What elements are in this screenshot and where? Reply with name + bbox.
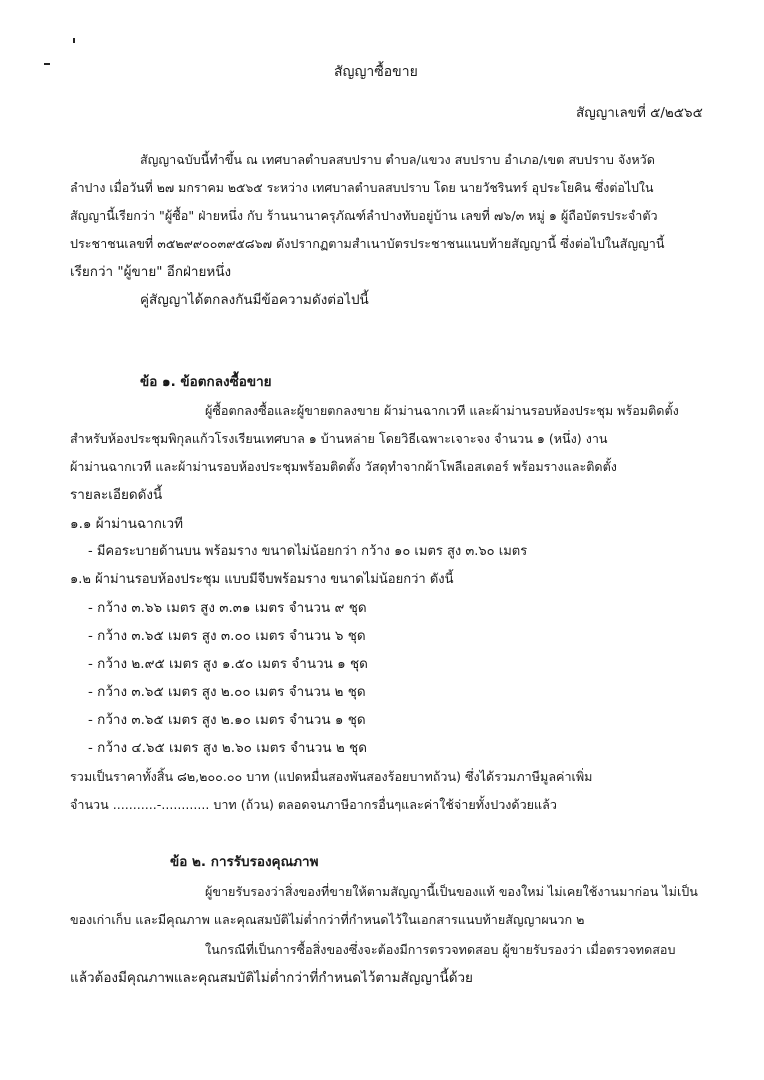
size-line-5: - กว้าง ๓.๖๕ เมตร สูง ๒.๑๐ เมตร จำนวน ๑ ชุด [88, 712, 366, 728]
intro-line-5: เรียกว่า "ผู้ขาย" อีกฝ่ายหนึ่ง [70, 264, 232, 280]
vat-line: จำนวน ...........-............ บาท (ถ้วน) ตลอดจนภาษีอากรอื่นๆและค่าใช้จ่ายทั้งปวงด้วยแล้ว [70, 797, 557, 812]
size-line-6: - กว้าง ๔.๖๕ เมตร สูง ๒.๖๐ เมตร จำนวน ๒ ชุด [88, 740, 367, 756]
clause-1-line-1: ผู้ซื้อตกลงซื้อและผู้ขายตกลงขาย ผ้าม่านฉากเวที และผ้าม่านรอบห้องประชุม พร้อมติดตั้ง [205, 403, 679, 418]
clause-1-line-2: สำหรับห้องประชุมพิกุลแก้วโรงเรียนเทศบาล ๑ บ้านหล่าย โดยวิธีเฉพาะเจาะจง จำนวน ๑ (หนึ่ง) งาน [70, 431, 608, 446]
clause-1-line-3: ผ้าม่านฉากเวที และผ้าม่านรอบห้องประชุมพร้อมติดตั้ง วัสดุทำจากผ้าโพลีเอสเตอร์ พร้อมรางและติดตั้ง [70, 459, 617, 474]
clause-2-heading: ข้อ ๒. การรับรองคุณภาพ [170, 854, 319, 870]
clause-2-line-3: ในกรณีที่เป็นการซื้อสิ่งของซึ่งจะต้องมีการตรวจทดสอบ ผู้ขายรับรองว่า เมื่อตรวจทดสอบ [205, 942, 676, 957]
intro-line-4: ประชาชนเลขที่ ๓๕๒๙๙๐๐๓๙๕๘๖๗ ดังปรากฏตามสำเนาบัตรประชาชนแนบท้ายสัญญานี้ ซึ่งต่อไปในสัญญานี้ [70, 236, 665, 251]
size-line-4: - กว้าง ๓.๖๕ เมตร สูง ๒.๐๐ เมตร จำนวน ๒ ชุด [88, 684, 366, 700]
clause-1-line-4: รายละเอียดดังนี้ [70, 487, 163, 503]
intro-line-1: สัญญาฉบับนี้ทำขึ้น ณ เทศบาลตำบลสบปราบ ตำบล/แขวง สบปราบ อำเภอ/เขต สบปราบ จังหวัด [140, 152, 655, 167]
total-price-line: รวมเป็นราคาทั้งสิ้น ๘๒,๒๐๐.๐๐ บาท (แปดหมื่นสองพันสองร้อยบาทถ้วน) ซึ่งได้รวมภาษีมูลค่าเพิ่ม [70, 769, 593, 784]
size-line-1: - กว้าง ๓.๖๖ เมตร สูง ๓.๓๑ เมตร จำนวน ๙ ชุด [88, 600, 367, 616]
intro-line-3: สัญญานี้เรียกว่า "ผู้ซื้อ" ฝ่ายหนึ่ง กับ ร้านนานาครุภัณฑ์ลำปางทับอยู่บ้าน เลขที่ ๗๖/๓ หมู่ ๑ ผู้ถือบัตรประจำตัว [70, 208, 658, 223]
size-line-2: - กว้าง ๓.๖๕ เมตร สูง ๓.๐๐ เมตร จำนวน ๖ ชุด [88, 628, 366, 644]
contract-number: สัญญาเลขที่ ๕/๒๕๖๕ [576, 105, 703, 121]
size-line-3: - กว้าง ๒.๙๕ เมตร สูง ๑.๕๐ เมตร จำนวน ๑ ชุด [88, 656, 368, 672]
intro-line-2: ลำปาง เมื่อวันที่ ๒๗ มกราคม ๒๕๖๕ ระหว่าง เทศบาลตำบลสบปราบ โดย นายวัชรินทร์ อุประโยคิน ซึ่งต่อไปใน [70, 180, 654, 195]
clause-2-line-1: ผู้ขายรับรองว่าสิ่งของที่ขายให้ตามสัญญานี้เป็นของแท้ ของใหม่ ไม่เคยใช้งานมาก่อน ไม่เป็น [205, 884, 698, 899]
agreement-line: คู่สัญญาได้ตกลงกันมีข้อความดังต่อไปนี้ [140, 292, 369, 308]
item-1-1-heading: ๑.๑ ผ้าม่านฉากเวที [70, 516, 183, 532]
scan-speck [44, 63, 50, 65]
clause-2-line-4: แล้วต้องมีคุณภาพและคุณสมบัติไม่ต่ำกว่าที่กำหนดไว้ตามสัญญานี้ด้วย [70, 970, 473, 986]
item-1-2-heading: ๑.๒ ผ้าม่านรอบห้องประชุม แบบมีจีบพร้อมราง ขนาดไม่น้อยกว่า ดังนี้ [70, 572, 454, 587]
document-title: สัญญาซื้อขาย [334, 64, 418, 80]
clause-1-heading: ข้อ ๑. ข้อตกลงซื้อขาย [140, 374, 272, 390]
scan-speck [73, 38, 75, 43]
item-1-1-detail: - มีคอระบายด้านบน พร้อมราง ขนาดไม่น้อยกว่า กว้าง ๑๐ เมตร สูง ๓.๖๐ เมตร [88, 544, 528, 559]
clause-2-line-2: ของเก่าเก็บ และมีคุณภาพ และคุณสมบัติไม่ต่ำกว่าที่กำหนดไว้ในเอกสารแนบท้ายสัญญาผนวก ๒ [70, 912, 585, 927]
